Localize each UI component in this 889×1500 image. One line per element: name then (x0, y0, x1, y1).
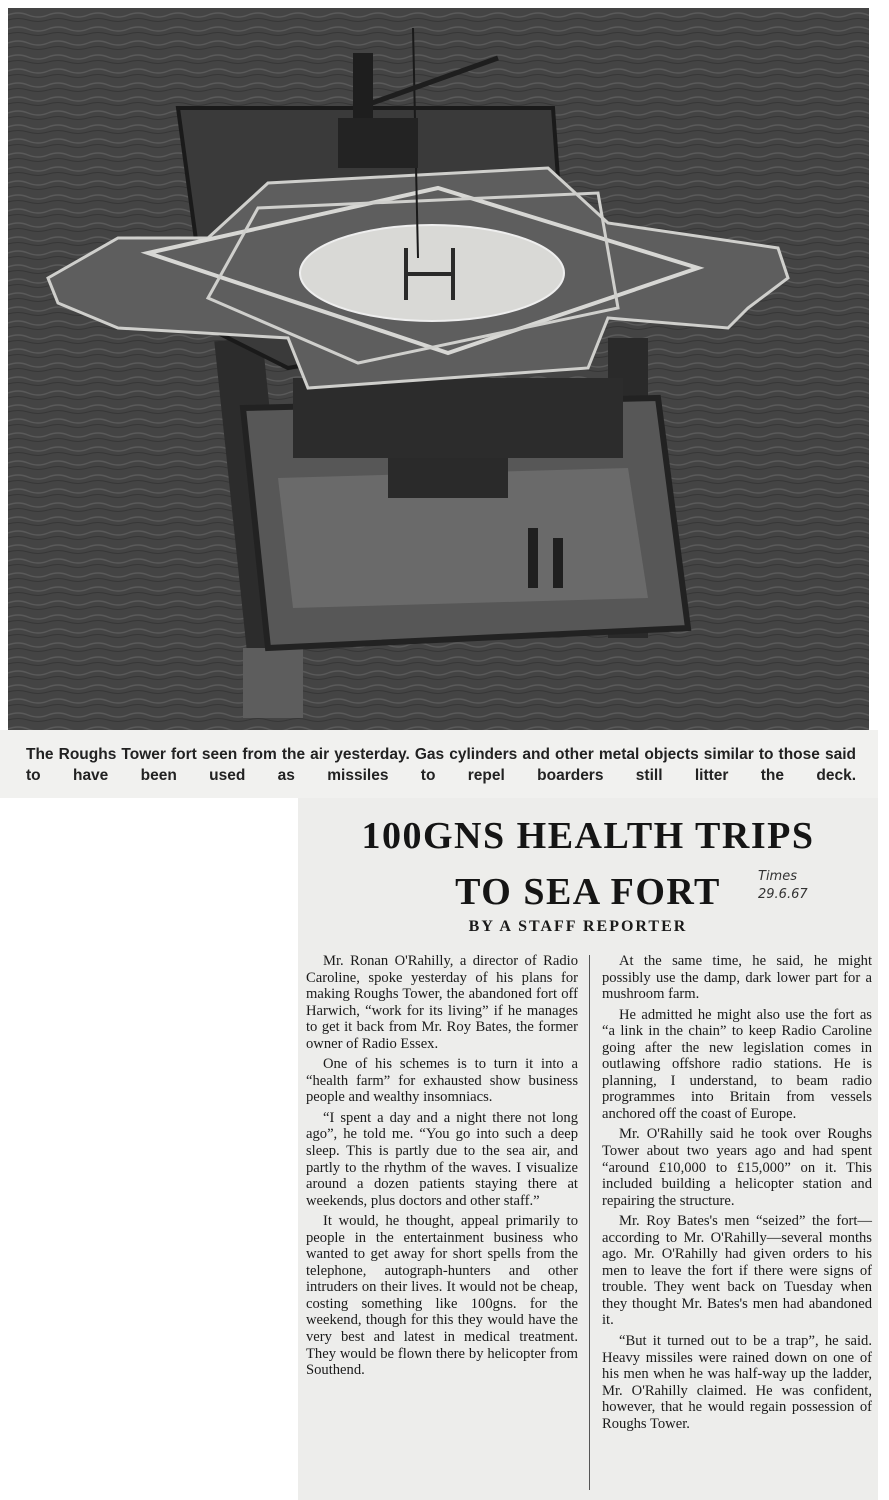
column-divider (589, 955, 590, 1490)
paragraph: “I spent a day and a night there not long ago”, he told me. “You go into such a deep sleep. This is partly due to the sea air, and partly to the rhythm of the waves. I visualize around a dozen patients staying there at weekends, plus doctors and other staff.” (306, 1109, 578, 1209)
paragraph: “But it turned out to be a trap”, he said. Heavy missiles were rained down on one of his men when he was half-way up the ladder, Mr. O'Rahilly claimed. He was confident, however, that he would regain possession of Roughs Tower. (602, 1333, 872, 1432)
handwritten-publication: Times (758, 869, 797, 884)
article-column-right (602, 953, 872, 1436)
photo-caption: The Roughs Tower fort seen from the air yesterday. Gas cylinders and other metal objects similar to those said to have been used as missiles to repel boarders still litter the deck. (26, 746, 856, 784)
paragraph: One of his schemes is to turn it into a “health farm” for exhausted show business people and wealthy insomniacs. (306, 1056, 578, 1106)
handwritten-note (758, 868, 848, 904)
headline-line-2: TO SEA FORT (455, 871, 721, 913)
paragraph: Mr. O'Rahilly said he took over Roughs Tower about two years ago and had spent “around £10,000 to £15,000” on it. This included building a helicopter station and repairing the structure. (602, 1126, 872, 1209)
paragraph: Mr. Ronan O'Rahilly, a director of Radio Caroline, spoke yesterday of his plans for making Roughs Tower, the abandoned fort off Harwich, “work for its living” if he manages to get it back from Mr. Roy Bates, the former owner of Radio Essex. (306, 953, 578, 1052)
paragraph: At the same time, he said, he might possibly use the damp, dark lower part for a mushroom farm. (602, 953, 872, 1003)
headline-line-1: 100GNS HEALTH TRIPS (361, 815, 815, 857)
fort-aerial-photo (8, 8, 869, 730)
paragraph: Mr. Roy Bates's men “seized” the fort—according to Mr. O'Rahilly—several months ago. Mr. O'Rahilly had given orders to his men to leave the fort if there were signs of trouble. They went back on Tuesday when they thought Mr. Bates's men had abandoned it. (602, 1213, 872, 1329)
paragraph: It would, he thought, appeal primarily to people in the entertainment business who wanted to get away for short spells from the telephone, autograph-hunters and other intruders on their lives. It would not be cheap, costing something like 100gns. for the weekend, though for this they would have the very best and latest in medical treatment. They would be flown there by helicopter from Southend. (306, 1213, 578, 1379)
paragraph: He admitted he might also use the fort as “a link in the chain” to keep Radio Caroline going after the new legislation comes in outlawing offshore radio stations. He is planning, I understand, to beam radio programmes into Britain from vessels anchored off the coast of Europe. (602, 1006, 872, 1122)
byline: BY A STAFF REPORTER (468, 918, 688, 935)
fort-illustration (8, 8, 869, 730)
article-column-left (306, 953, 578, 1383)
handwritten-date: 29.6.67 (758, 887, 808, 902)
